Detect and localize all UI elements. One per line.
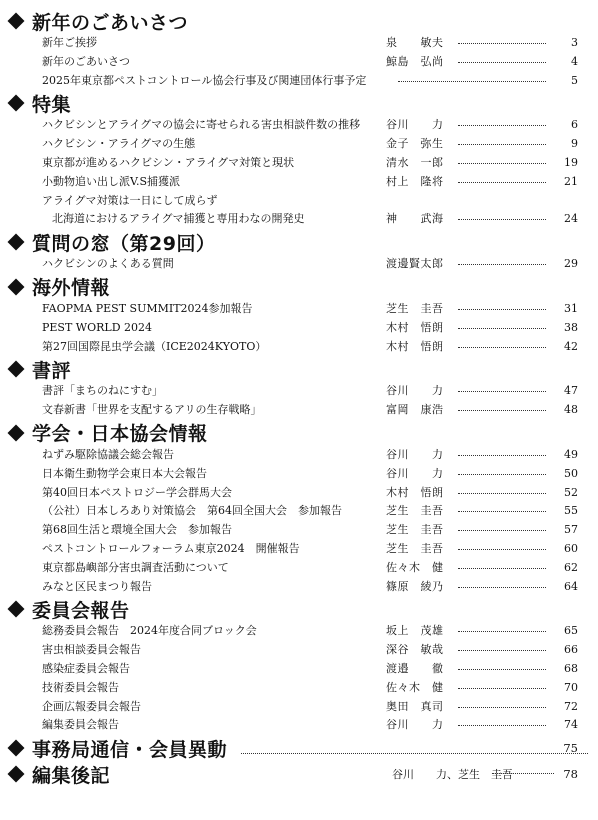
toc-entry[interactable]: [0, 446, 598, 465]
diamond-bullet-icon: [8, 740, 25, 757]
entry-page: 5: [571, 73, 578, 87]
entry-author: 芝生 圭吾: [386, 301, 444, 315]
toc-entry[interactable]: [0, 210, 598, 229]
entry-author: 富岡 康浩: [386, 403, 444, 417]
leader-dots: [458, 62, 546, 63]
entry-title: 文春新書「世界を支配するアリの生存戦略」: [42, 403, 262, 417]
entry-page: 42: [564, 339, 578, 353]
diamond-bullet-icon: [8, 13, 25, 30]
toc-entry[interactable]: [0, 255, 598, 274]
entry-page: 50: [564, 466, 578, 480]
toc-entry[interactable]: [0, 135, 598, 154]
toc-entry[interactable]: [0, 34, 598, 53]
leader-dots: [492, 773, 554, 774]
toc-entry[interactable]: [0, 578, 598, 597]
diamond-bullet-icon: [8, 766, 25, 783]
leader-dots: [458, 530, 546, 531]
entry-title: 新年ご挨拶: [42, 36, 97, 49]
entry-page: 70: [564, 680, 578, 694]
entry-page: 21: [564, 174, 578, 188]
leader-dots: [458, 587, 546, 588]
entry-title: 第68回生活と環境全国大会 参加報告: [42, 523, 232, 537]
entry-author: 村上 隆将: [386, 174, 444, 188]
section-title: 書評: [32, 359, 72, 382]
entry-title: 感染症委員会報告: [42, 661, 130, 675]
leader-dots: [458, 264, 546, 265]
leader-dots: [458, 549, 546, 550]
entry-author: 鯨島 弘尚: [386, 54, 444, 68]
entry-title: ハクビシンとアライグマの協会に寄せられる害虫相談件数の推移: [42, 118, 361, 132]
section-author: 谷川 力、芝生 圭吾: [392, 768, 513, 782]
entry-author: 木村 悟朗: [386, 320, 444, 334]
section-title: 事務局通信・会員異動: [32, 738, 228, 761]
entry-title: （公社）日本しろあり対策協会 第64回全国大会 参加報告: [42, 504, 342, 518]
section-academic-association-info: [0, 420, 598, 596]
entry-author: 渡邊賢太郎: [386, 257, 444, 271]
entry-page: 52: [564, 485, 578, 499]
entry-title: みなと区民まつり報告: [42, 579, 152, 593]
section-book-review: [0, 356, 598, 420]
toc-entry[interactable]: [0, 154, 598, 173]
entry-page: 74: [564, 718, 578, 732]
leader-dots: [458, 474, 546, 475]
toc-entry[interactable]: [0, 300, 598, 319]
entry-page: 49: [564, 447, 578, 461]
section-editors-postscript[interactable]: [0, 761, 598, 787]
leader-dots: [458, 163, 546, 164]
entry-page: 6: [571, 118, 578, 132]
toc-entry[interactable]: [0, 465, 598, 484]
entry-title: 第27回国際昆虫学会議（ICE2024KYOTO）: [42, 339, 267, 353]
entry-page: 47: [564, 384, 578, 398]
entry-author: 木村 悟朗: [386, 485, 444, 499]
leader-dots: [458, 650, 546, 651]
entry-author: 芝生 圭吾: [386, 504, 444, 518]
entry-title: 企画広報委員会報告: [42, 699, 141, 713]
toc-entry[interactable]: [0, 559, 598, 578]
entry-author: 木村 悟朗: [386, 339, 444, 353]
entry-author: 清水 一郎: [386, 155, 444, 169]
toc-entry[interactable]: [0, 641, 598, 660]
entry-title: 害虫相談委員会報告: [42, 643, 141, 657]
entry-title: 新年のごあいさつ: [42, 54, 130, 68]
section-title: 編集後記: [32, 764, 111, 787]
leader-dots: [458, 511, 546, 512]
toc-entry[interactable]: [0, 716, 598, 735]
section-heading: [6, 735, 598, 761]
entry-author: 渡邉 徹: [386, 661, 444, 675]
section-heading: [6, 274, 598, 300]
entry-title: PEST WORLD 2024: [42, 320, 153, 334]
entry-title: 技術委員会報告: [42, 680, 119, 694]
entry-page: 48: [564, 403, 578, 417]
leader-dots: [458, 347, 546, 348]
leader-dots: [458, 219, 546, 220]
entry-page: 55: [564, 504, 578, 518]
entry-author: 谷川 力: [386, 384, 444, 398]
leader-dots: [458, 410, 546, 411]
section-heading: [6, 761, 598, 787]
entry-author: 芝生 圭吾: [386, 541, 444, 555]
toc-entry[interactable]: [0, 484, 598, 503]
entry-title: ハクビシンのよくある質問: [42, 257, 174, 271]
toc-entry[interactable]: [0, 660, 598, 679]
leader-dots: [458, 309, 546, 310]
entry-title: 東京都が進めるハクビシン・アライグマ対策と現状: [42, 155, 295, 169]
section-question-window: [0, 229, 598, 274]
leader-dots: [458, 391, 546, 392]
leader-dots: [458, 568, 546, 569]
entry-title: ハクビシン・アライグマの生態: [42, 137, 196, 151]
diamond-bullet-icon: [8, 361, 25, 378]
entry-title: ペストコントロールフォーラム東京2024 開催報告: [42, 541, 300, 555]
entry-title: 小動物追い出し派V.S捕獲派: [42, 174, 181, 188]
entry-title: 第40回日本ペストロジー学会群馬大会: [42, 485, 232, 499]
entry-page: 57: [564, 523, 578, 537]
leader-dots: [241, 743, 588, 754]
leader-dots: [458, 125, 546, 126]
toc-entry[interactable]: [0, 319, 598, 338]
entry-author: 谷川 力: [386, 718, 444, 732]
entry-author: 谷川 力: [386, 447, 444, 461]
toc-entry[interactable]: [0, 338, 598, 357]
entry-author: 篠原 綾乃: [386, 579, 444, 593]
toc-entry[interactable]: [0, 401, 598, 420]
entry-page: 64: [564, 579, 578, 593]
section-office-news[interactable]: [0, 735, 598, 761]
entry-page: 4: [571, 54, 578, 68]
leader-dots: [458, 455, 546, 456]
leader-dots: [398, 81, 546, 82]
section-heading: [6, 356, 598, 382]
section-new-year-greetings: [0, 8, 598, 90]
entry-title: 日本衛生動物学会東日本大会報告: [42, 466, 207, 480]
entry-page: 60: [564, 541, 578, 555]
toc-entry[interactable]: [0, 679, 598, 698]
entry-author: 佐々木 健: [386, 560, 444, 574]
section-title: 委員会報告: [32, 599, 130, 622]
entry-page: 62: [564, 560, 578, 574]
entry-title: 東京都島嶼部分害虫調査活動について: [42, 560, 229, 574]
toc-entry[interactable]: [0, 192, 598, 211]
leader-dots: [458, 144, 546, 145]
entry-page: 9: [571, 137, 578, 151]
entry-page: 72: [564, 699, 578, 713]
entry-page: 3: [571, 36, 578, 49]
entry-author: 谷川 力: [386, 118, 444, 132]
entry-page: 31: [564, 301, 578, 315]
section-heading: [6, 90, 598, 116]
entry-author: 金子 弥生: [386, 137, 444, 151]
section-special-feature: [0, 90, 598, 229]
leader-dots: [458, 631, 546, 632]
toc-entry[interactable]: [0, 173, 598, 192]
toc-entry[interactable]: [0, 53, 598, 72]
section-title: 海外情報: [32, 277, 111, 300]
section-title: 特集: [32, 93, 72, 116]
section-title: 新年のごあいさつ: [32, 11, 189, 34]
entry-title: 総務委員会報告 2024年度合同ブロック会: [42, 624, 257, 638]
entry-title: 編集委員会報告: [42, 718, 119, 732]
entry-page: 24: [564, 212, 578, 226]
entry-title: ねずみ駆除協議会総会報告: [42, 447, 174, 461]
entry-title: 2025年東京都ペストコントロール協会行事及び関連団体行事予定: [42, 73, 367, 87]
entry-author: 泉 敏夫: [386, 36, 444, 49]
entry-title: FAOPMA PEST SUMMIT2024参加報告: [42, 301, 253, 315]
section-title: 質問の窓（第29回）: [32, 232, 216, 255]
entry-author: 神 武海: [386, 212, 444, 226]
entry-author: 奥田 真司: [386, 699, 444, 713]
entry-title: 北海道におけるアライグマ捕獲と専用わなの開発史: [52, 212, 305, 226]
section-heading: [6, 596, 598, 622]
leader-dots: [458, 669, 546, 670]
toc-entry[interactable]: [0, 698, 598, 717]
diamond-bullet-icon: [8, 234, 25, 251]
entry-page: 29: [564, 257, 578, 271]
entry-author: 坂上 茂雄: [386, 624, 444, 638]
section-page: 75: [563, 741, 578, 756]
entry-page: 65: [564, 624, 578, 638]
leader-dots: [458, 707, 546, 708]
leader-dots: [458, 688, 546, 689]
diamond-bullet-icon: [8, 601, 25, 618]
diamond-bullet-icon: [8, 95, 25, 112]
entry-author: 深谷 敏哉: [386, 643, 444, 657]
entry-page: 68: [564, 661, 578, 675]
section-overseas-info: [0, 274, 598, 356]
toc-entry[interactable]: [0, 521, 598, 540]
entry-page: 66: [564, 643, 578, 657]
entry-page: 38: [564, 320, 578, 334]
leader-dots: [458, 725, 546, 726]
entry-page: 19: [564, 155, 578, 169]
section-page: 78: [563, 767, 578, 782]
section-title: 学会・日本協会情報: [32, 423, 208, 446]
toc-entry[interactable]: [0, 72, 598, 91]
entry-title: 書評「まちのねにすむ」: [42, 384, 163, 398]
toc-entry[interactable]: [0, 502, 598, 521]
entry-author: 谷川 力: [386, 466, 444, 480]
entry-author: 芝生 圭吾: [386, 523, 444, 537]
entry-title: アライグマ対策は一日にして成らず: [42, 193, 218, 207]
section-committee-reports: [0, 596, 598, 735]
leader-dots: [458, 493, 546, 494]
toc-entry[interactable]: [0, 622, 598, 641]
section-heading: [6, 8, 598, 34]
section-heading: [6, 229, 598, 255]
section-heading: [6, 420, 598, 446]
toc-entry[interactable]: [0, 540, 598, 559]
entry-author: 佐々木 健: [386, 680, 444, 694]
leader-dots: [458, 182, 546, 183]
diamond-bullet-icon: [8, 278, 25, 295]
diamond-bullet-icon: [8, 424, 25, 441]
leader-dots: [458, 43, 546, 44]
toc-entry[interactable]: [0, 116, 598, 135]
leader-dots: [458, 328, 546, 329]
toc-entry[interactable]: [0, 382, 598, 401]
